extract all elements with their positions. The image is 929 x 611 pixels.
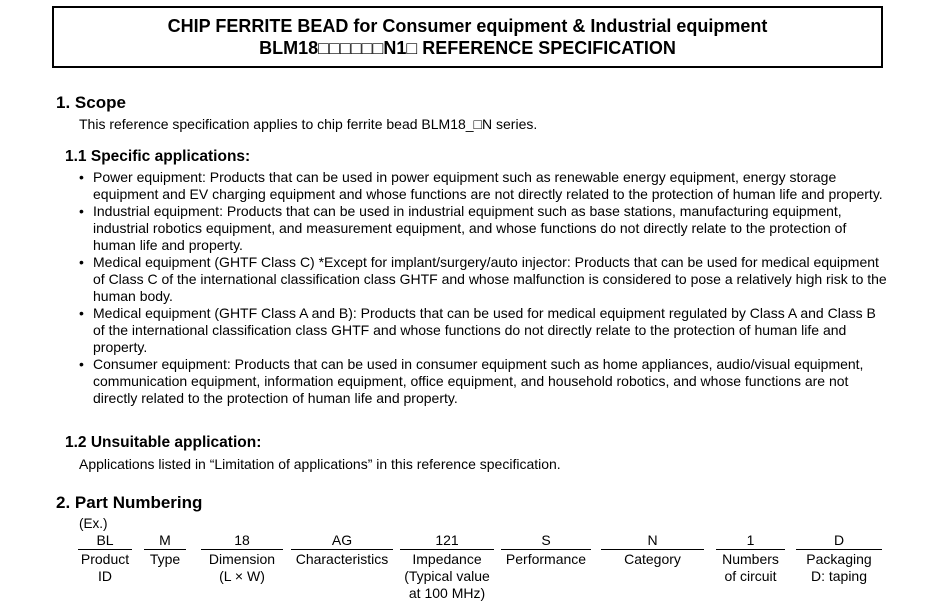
list-item xyxy=(77,305,887,356)
title-line-1: CHIP FERRITE BEAD for Consumer equipment & Industrial equipment xyxy=(167,16,768,36)
unsuitable-application-heading: 1.2 Unsuitable application: xyxy=(65,434,262,451)
list-item-text: Consumer equipment: Products that can be used in consumer equipment such as home appliances, audio/visual equipment, communication equipment, information equipment, office equipment, and household robotics, and whose functions are not directly related to the protection of human life and property. xyxy=(93,356,864,406)
part-description: Category xyxy=(624,551,681,567)
title-line-2: BLM18□□□□□□N1□ REFERENCE SPECIFICATION xyxy=(259,38,676,58)
list-item xyxy=(77,169,887,203)
part-code: N xyxy=(601,532,704,550)
part-description: Type xyxy=(149,551,181,567)
part-number-column xyxy=(201,532,283,585)
part-number-column xyxy=(501,532,591,568)
specific-applications-heading: 1.1 Specific applications: xyxy=(65,148,251,165)
part-description: Performance xyxy=(505,551,587,567)
part-code: D xyxy=(796,532,882,550)
part-code: BL xyxy=(78,532,132,550)
list-item xyxy=(77,356,887,407)
part-number-column xyxy=(144,532,186,568)
list-item-text: Medical equipment (GHTF Class A and B): Products that can be used for medical equipment regulated by Class A and Class B of the international classification class GHTF and whose functions do not directly relate to the protection of human life and property. xyxy=(93,305,876,355)
example-label: (Ex.) xyxy=(79,516,108,531)
scope-text: This reference specification applies to chip ferrite bead BLM18_□N series. xyxy=(79,116,538,132)
document-title-box xyxy=(52,6,883,68)
part-numbering-heading: 2. Part Numbering xyxy=(56,493,203,512)
part-numbering-table xyxy=(0,532,929,607)
scope-heading: 1. Scope xyxy=(56,93,126,112)
bullet-glyph: • xyxy=(79,356,84,372)
part-number-column xyxy=(291,532,393,568)
part-code: AG xyxy=(291,532,393,550)
part-number-column xyxy=(601,532,704,568)
bullet-glyph: • xyxy=(79,169,84,185)
part-number-column xyxy=(796,532,882,585)
list-item xyxy=(77,254,887,305)
bullet-glyph: • xyxy=(79,203,84,219)
part-code: M xyxy=(144,532,186,550)
part-code: 121 xyxy=(400,532,494,550)
part-code: 1 xyxy=(716,532,785,550)
part-description: Dimension (L × W) xyxy=(208,551,276,584)
part-description: Product ID xyxy=(80,551,130,584)
part-number-column xyxy=(400,532,494,602)
specific-applications-list xyxy=(77,169,887,407)
part-code: 18 xyxy=(201,532,283,550)
bullet-glyph: • xyxy=(79,305,84,321)
part-description: Numbers of circuit xyxy=(722,551,779,584)
part-description: Impedance (Typical value at 100 MHz) xyxy=(404,551,490,601)
list-item-text: Industrial equipment: Products that can be used in industrial equipment such as base stations, manufacturing equipment, industrial robotics equipment, and measurement equipment, and whose functions do not directly relate to the protection of human life and property. xyxy=(93,203,847,253)
list-item-text: Medical equipment (GHTF Class C) *Except for implant/surgery/auto injector: Products that can be used for medical equipment of Class C of the international classification class GHTF and whose malfunction is considered to pose a relatively high risk to the human body. xyxy=(93,254,887,304)
bullet-glyph: • xyxy=(79,254,84,270)
part-description: Characteristics xyxy=(295,551,389,567)
unsuitable-application-text: Applications listed in “Limitation of applications” in this reference specification. xyxy=(79,456,561,472)
part-code: S xyxy=(501,532,591,550)
part-description: Packaging D: taping xyxy=(806,551,872,584)
part-number-column xyxy=(78,532,132,585)
list-item xyxy=(77,203,887,254)
part-number-column xyxy=(716,532,785,585)
list-item-text: Power equipment: Products that can be used in power equipment such as renewable energy equipment, energy storage equipment and EV charging equipment and whose functions are not directly related to the protection of human life and property. xyxy=(93,169,883,202)
